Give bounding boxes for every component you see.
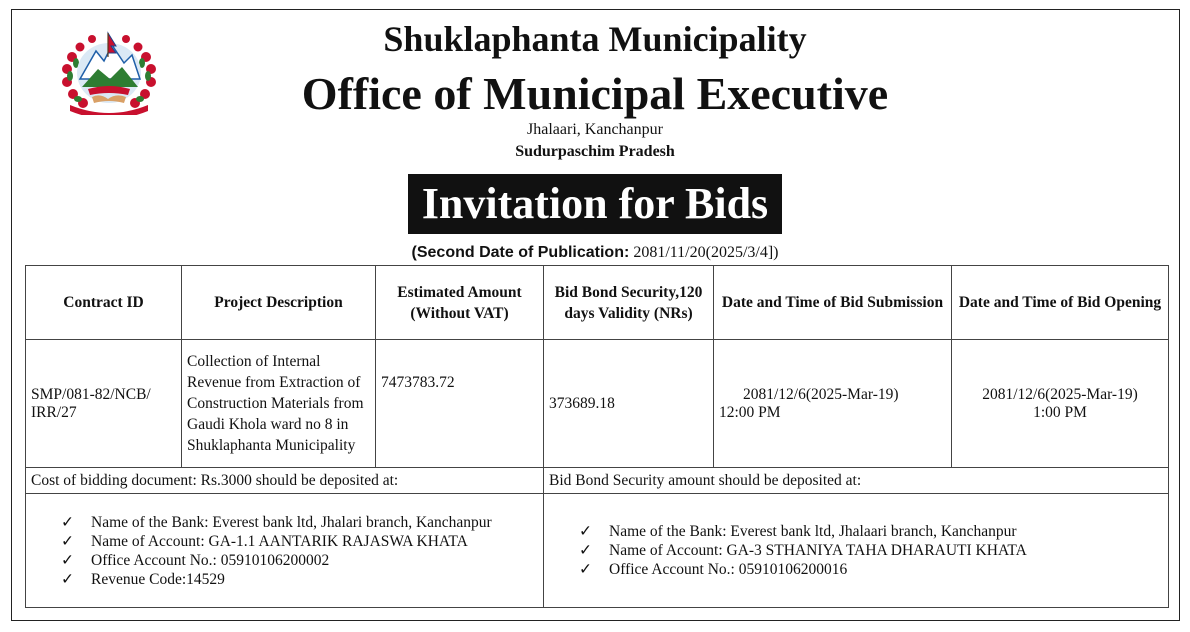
office-name: Office of Municipal Executive xyxy=(301,68,889,119)
table-header-row xyxy=(26,266,1169,340)
column-header-bid-bond: Bid Bond Security,120 days Validity (NRs) xyxy=(544,266,714,340)
list-item xyxy=(579,541,1163,560)
column-header-estimated-amount: Estimated Amount (Without VAT) xyxy=(376,266,544,340)
list-item xyxy=(61,532,538,551)
opening-date: 2081/12/6(2025-Mar-19) xyxy=(982,385,1138,403)
invitation-for-bids-banner: Invitation for Bids xyxy=(408,174,782,234)
submission-time: 12:00 PM xyxy=(719,403,781,421)
deposit-heading-left: Cost of bidding document: Rs.3000 should be deposited at: xyxy=(26,468,544,494)
bank-detail-text: Revenue Code:14529 xyxy=(91,570,225,588)
check-icon: ✓ xyxy=(61,532,74,550)
cell-project-description: Collection of Internal Revenue from Extraction of Construction Materials from Gaudi Khola ward no 8 in Shuklaphanta Municipality xyxy=(182,340,376,468)
column-header-submission: Date and Time of Bid Submission xyxy=(714,266,952,340)
cell-submission xyxy=(714,340,952,468)
banner-wrapper xyxy=(0,174,1190,234)
bank-detail-text: Office Account No.: 05910106200002 xyxy=(91,551,330,569)
bank-details-right xyxy=(544,494,1169,608)
province-name: Sudurpaschim Pradesh xyxy=(515,143,675,160)
check-icon: ✓ xyxy=(61,551,74,569)
list-item xyxy=(579,560,1163,579)
cell-contract-id: SMP/081-82/NCB/ IRR/27 xyxy=(26,340,182,468)
column-header-opening: Date and Time of Bid Opening xyxy=(952,266,1169,340)
publication-date-line xyxy=(0,243,1190,263)
list-item xyxy=(61,551,538,570)
bank-details-row xyxy=(26,494,1169,608)
column-header-contract-id: Contract ID xyxy=(26,266,182,340)
check-icon: ✓ xyxy=(61,570,74,588)
deposit-heading-right: Bid Bond Security amount should be deposited at: xyxy=(544,468,1169,494)
bank-detail-text: Name of Account: GA-1.1 AANTARIK RAJASWA KHATA xyxy=(91,532,468,550)
bank-detail-text: Name of Account: GA-3 STHANIYA TAHA DHARAUTI KHATA xyxy=(609,542,1027,559)
cell-opening xyxy=(952,340,1169,468)
check-icon: ✓ xyxy=(61,513,74,531)
bank-details-left xyxy=(26,494,544,608)
bank-detail-text: Name of the Bank: Everest bank ltd, Jhalari branch, Kanchanpur xyxy=(91,513,492,531)
bank-detail-text: Office Account No.: 05910106200016 xyxy=(609,561,848,578)
table-row xyxy=(26,340,1169,468)
publication-label: (Second Date of Publication: xyxy=(411,244,630,261)
bank-detail-text: Name of the Bank: Everest bank ltd, Jhalaari branch, Kanchanpur xyxy=(609,523,1017,540)
list-item xyxy=(579,522,1163,541)
list-item xyxy=(61,513,538,532)
publication-value: 2081/11/20(2025/3/4]) xyxy=(633,244,779,261)
list-item xyxy=(61,570,538,589)
right-bank-list xyxy=(549,522,1163,579)
check-icon: ✓ xyxy=(579,523,592,540)
check-icon: ✓ xyxy=(579,561,592,578)
cell-estimated-amount: 7473783.72 xyxy=(376,340,544,468)
bids-table xyxy=(25,265,1169,608)
office-address: Jhalaari, Kanchanpur xyxy=(527,121,663,138)
cell-bid-bond: 373689.18 xyxy=(544,340,714,468)
left-bank-list xyxy=(31,513,538,589)
municipality-name: Shuklaphanta Municipality xyxy=(383,19,807,59)
check-icon: ✓ xyxy=(579,542,592,559)
opening-time: 1:00 PM xyxy=(1033,403,1087,421)
column-header-project-description: Project Description xyxy=(182,266,376,340)
deposit-heading-row xyxy=(26,468,1169,494)
submission-date: 2081/12/6(2025-Mar-19) xyxy=(743,385,899,403)
